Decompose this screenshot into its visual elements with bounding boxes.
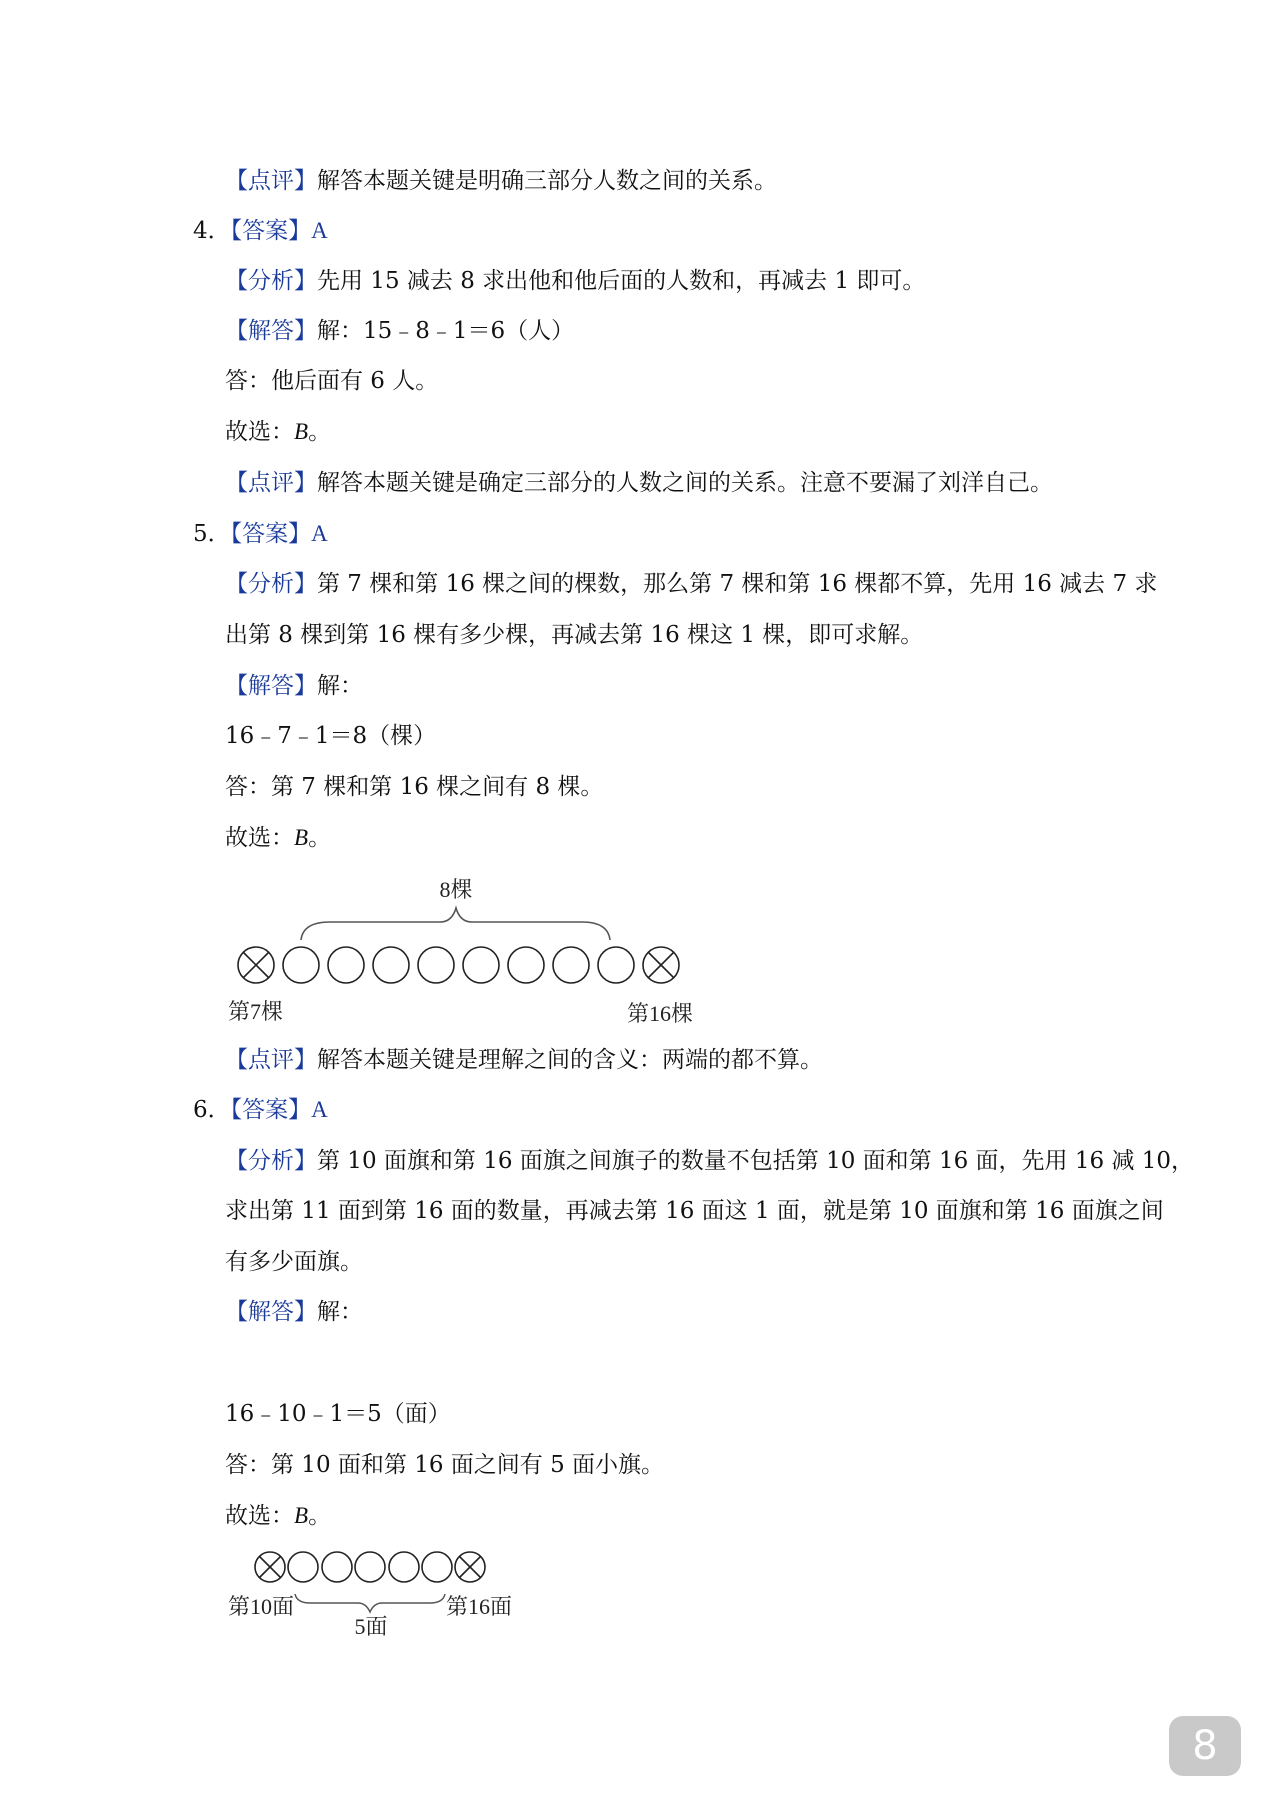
q6-right-label: 第16面 (446, 1594, 513, 1619)
q6-analysis-tag: 【分析】 (225, 1148, 317, 1174)
q6-answer: A (311, 1097, 328, 1122)
q4-reply: 答：他后面有 6 人。 (225, 368, 439, 394)
q5-reply: 答：第 7 棵和第 16 棵之间有 8 棵。 (225, 774, 604, 800)
q6-circle (389, 1552, 419, 1582)
q6-circle (422, 1552, 452, 1582)
q5-circle (328, 947, 364, 983)
review-line (225, 166, 777, 196)
q5-choice-suffix: 。 (308, 825, 332, 851)
q4-analysis-line (225, 266, 925, 296)
q4-solution-tag: 【解答】 (225, 318, 317, 344)
q5-review-line (225, 1045, 823, 1075)
q4-choice-prefix: 故选： (225, 419, 294, 445)
q6-number: 6． (193, 1097, 231, 1123)
q5-solution-tag: 【解答】 (225, 673, 317, 699)
q4-choice-suffix: 。 (308, 419, 332, 445)
q4-answer-line (193, 216, 328, 246)
q6-choice-line (225, 1501, 331, 1531)
q4-analysis: 先用 15 减去 8 求出他和他后面的人数和，再减去 1 即可。 (317, 268, 926, 294)
q6-cross-left-b (259, 1556, 281, 1578)
q5-choice-line (225, 823, 331, 853)
q6-answer-line (193, 1095, 328, 1125)
q6-solution-tag: 【解答】 (225, 1299, 317, 1325)
q6-answer-tag: 【答案】 (230, 1097, 312, 1123)
q4-review: 解答本题关键是确定三部分的人数之间的关系。注意不要漏了刘洋自己。 (317, 470, 1053, 496)
q6-reply: 答：第 10 面和第 16 面之间有 5 面小旗。 (225, 1452, 665, 1478)
q4-review-tag: 【点评】 (225, 470, 317, 496)
q6-brace (295, 1594, 445, 1612)
q5-equation: 16﹣7﹣1＝8（棵） (225, 723, 437, 749)
q6-analysis-2: 求出第 11 面到第 16 面的数量，再减去第 16 面这 1 面，就是第 10 面旗和第 16 面旗之间 (225, 1198, 1164, 1224)
q5-brace-label: 8棵 (439, 877, 473, 902)
q5-circle (373, 947, 409, 983)
q5-cross-right-b (648, 952, 674, 978)
q5-circle (508, 947, 544, 983)
q4-answer: A (311, 218, 328, 243)
q5-analysis-tag: 【分析】 (225, 571, 317, 597)
q4-choice-line (225, 417, 331, 447)
q4-review-line (225, 468, 1053, 498)
q5-circle (418, 947, 454, 983)
q6-crossed-circle-right (455, 1552, 485, 1582)
q5-crossed-circle-right (643, 947, 679, 983)
q5-right-label: 第16棵 (627, 1001, 694, 1026)
q4-choice: B (294, 419, 309, 444)
q5-review: 解答本题关键是理解之间的含义：两端的都不算。 (317, 1047, 823, 1073)
q5-answer: A (311, 521, 328, 546)
q6-cross-right-b (459, 1556, 481, 1578)
q6-solution-line (225, 1297, 363, 1327)
q4-solution-line (225, 316, 574, 346)
review-tag: 【点评】 (225, 168, 317, 194)
q6-crossed-circle-left (255, 1552, 285, 1582)
q6-choice: B (294, 1503, 309, 1528)
q4-number: 4． (193, 218, 231, 244)
page-number-badge: 8 (1169, 1716, 1241, 1776)
q4-analysis-tag: 【分析】 (225, 268, 317, 294)
q5-analysis-line (225, 569, 1157, 599)
q5-answer-line (193, 519, 328, 549)
q5-cross-left-a (243, 952, 269, 978)
q5-review-tag: 【点评】 (225, 1047, 317, 1073)
q4-answer-tag: 【答案】 (230, 218, 312, 244)
q5-analysis-1: 第 7 棵和第 16 棵之间的棵数，那么第 7 棵和第 16 棵都不算，先用 16 减去 7 求 (317, 571, 1158, 597)
q6-circle (322, 1552, 352, 1582)
q5-cross-left-b (243, 952, 269, 978)
q5-circle (553, 947, 589, 983)
q6-solution: 解： (317, 1299, 363, 1325)
q5-solution-line (225, 671, 363, 701)
q6-left-label: 第10面 (228, 1594, 295, 1619)
q5-cross-right-a (648, 952, 674, 978)
q6-analysis-1: 第 10 面旗和第 16 面旗之间旗子的数量不包括第 10 面和第 16 面，先用 16 减 10， (317, 1148, 1195, 1174)
q5-choice: B (294, 825, 309, 850)
q6-equation: 16﹣10﹣1＝5（面） (225, 1401, 451, 1427)
q5-circle (598, 947, 634, 983)
q5-circle (283, 947, 319, 983)
q5-brace (301, 908, 610, 940)
q4-solution: 解：15﹣8﹣1＝6（人） (317, 318, 575, 344)
q6-analysis-3: 有多少面旗。 (225, 1249, 363, 1275)
q5-circle (463, 947, 499, 983)
q6-brace-label: 5面 (354, 1614, 388, 1639)
q6-circle (355, 1552, 385, 1582)
q6-cross-left-a (259, 1556, 281, 1578)
q5-solution: 解： (317, 673, 363, 699)
q5-crossed-circle-left (238, 947, 274, 983)
review-text: 解答本题关键是明确三部分人数之间的关系。 (317, 168, 777, 194)
q5-analysis-2: 出第 8 棵到第 16 棵有多少棵，再减去第 16 棵这 1 棵，即可求解。 (225, 622, 924, 648)
q6-cross-right-a (459, 1556, 481, 1578)
q5-number: 5． (193, 521, 231, 547)
q5-choice-prefix: 故选： (225, 825, 294, 851)
q6-choice-prefix: 故选： (225, 1503, 294, 1529)
q6-choice-suffix: 。 (308, 1503, 332, 1529)
q5-answer-tag: 【答案】 (230, 521, 312, 547)
q6-circle (288, 1552, 318, 1582)
q6-analysis-line (225, 1146, 1194, 1176)
q5-left-label: 第7棵 (228, 999, 284, 1024)
